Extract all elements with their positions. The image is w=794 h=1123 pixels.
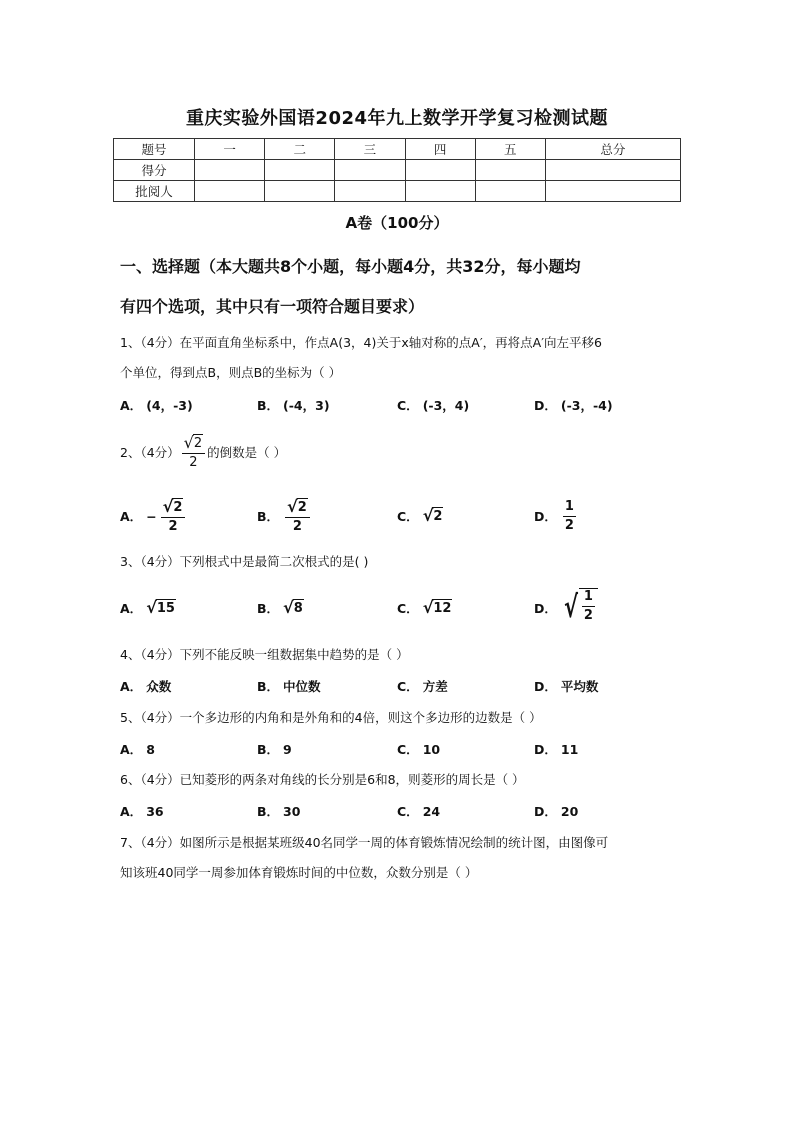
question-7-line: 知该班40同学一周参加体育锻炼时间的中位数，众数分别是（ ）	[120, 865, 478, 880]
option-d[interactable]	[534, 796, 578, 826]
option-label: A．	[120, 679, 143, 694]
option-d[interactable]	[534, 671, 598, 701]
option-label: D．	[534, 398, 557, 413]
denominator: 2	[583, 608, 593, 623]
numerator: 1	[564, 498, 574, 514]
option-d[interactable]	[534, 590, 598, 626]
option-text: (-4，3)	[283, 398, 330, 413]
table-cell[interactable]	[545, 160, 680, 181]
option-text: 方差	[422, 679, 448, 694]
table-cell[interactable]	[195, 160, 265, 181]
question-5-options	[120, 734, 690, 764]
sqrt: √ 15	[146, 598, 175, 617]
table-cell[interactable]	[265, 181, 335, 202]
question-5-line: 5、（4分）一个多边形的内角和是外角和的4倍，则这个多边形的边数是（ ）	[120, 710, 542, 725]
radicand: 2	[433, 509, 443, 524]
option-text: 众数	[146, 679, 172, 694]
table-cell[interactable]	[265, 160, 335, 181]
option-label: B．	[257, 742, 280, 757]
option-label: D．	[534, 679, 557, 694]
option-label: C．	[397, 742, 419, 757]
option-c[interactable]	[397, 671, 448, 701]
option-label: C．	[397, 679, 419, 694]
option-label: A．	[120, 804, 143, 819]
denominator: 2	[189, 454, 198, 470]
option-text: 9	[283, 741, 292, 757]
option-c[interactable]	[397, 500, 443, 532]
table-cell[interactable]	[335, 160, 405, 181]
option-a[interactable]	[120, 590, 176, 626]
denominator: 2	[168, 518, 178, 534]
option-text: 30	[283, 803, 301, 819]
option-text: 20	[560, 803, 579, 819]
option-d[interactable]	[534, 734, 578, 764]
fraction: √ 2 2	[161, 498, 186, 535]
table-cell[interactable]	[405, 160, 475, 181]
option-b[interactable]	[257, 390, 330, 420]
option-a[interactable]	[120, 671, 171, 701]
exam-title: 重庆实验外国语2024年九上数学开学复习检测试题	[185, 108, 609, 129]
option-text: 11	[560, 741, 579, 757]
option-label: A．	[120, 742, 143, 757]
option-d[interactable]	[534, 500, 578, 532]
table-cell: 批阅人	[114, 181, 195, 202]
fraction	[582, 589, 595, 624]
table-cell[interactable]	[405, 181, 475, 202]
option-a[interactable]	[120, 734, 155, 764]
table-cell: 得分	[114, 160, 195, 181]
radicand: 2	[193, 435, 203, 451]
table-cell: 三	[335, 139, 405, 160]
option-c[interactable]	[397, 734, 440, 764]
option-label: B．	[257, 679, 280, 694]
question-2-line	[120, 432, 690, 472]
option-text: (4，-3)	[146, 398, 193, 413]
option-a[interactable]	[120, 496, 187, 534]
option-text: (-3，-4)	[560, 398, 613, 413]
fraction	[563, 499, 576, 534]
option-text: 8	[146, 741, 155, 757]
option-a[interactable]	[120, 796, 164, 826]
question-2-options	[120, 496, 690, 534]
option-b[interactable]	[257, 796, 300, 826]
option-c[interactable]	[397, 390, 469, 420]
question-1-options	[120, 390, 690, 420]
fraction	[182, 434, 205, 471]
option-label: B．	[257, 804, 280, 819]
radicand: 12	[433, 601, 452, 616]
fraction: √ 2 2	[285, 498, 310, 535]
option-label: B．	[257, 398, 280, 413]
option-text: 10	[422, 741, 441, 757]
score-table-row	[114, 160, 681, 181]
numerator: 1	[583, 589, 593, 604]
option-label: D．	[534, 601, 557, 616]
minus-sign: −	[146, 508, 157, 524]
option-label: C．	[397, 804, 419, 819]
option-text: (-3，4)	[422, 398, 470, 413]
option-d[interactable]	[534, 390, 613, 420]
option-label: D．	[534, 804, 557, 819]
option-b[interactable]	[257, 671, 321, 701]
table-cell[interactable]	[335, 181, 405, 202]
question-4-line: 4、（4分）下列不能反映一组数据集中趋势的是（ ）	[120, 647, 409, 662]
radicand: 2	[297, 499, 307, 515]
option-c[interactable]	[397, 590, 452, 626]
option-b[interactable]	[257, 734, 292, 764]
option-b[interactable]	[257, 496, 312, 534]
question-3-options	[120, 590, 690, 626]
table-cell: 五	[475, 139, 545, 160]
option-text: 中位数	[283, 679, 321, 694]
option-label: A．	[120, 509, 143, 524]
option-text: 36	[146, 803, 164, 819]
score-table	[113, 138, 681, 202]
option-label: A．	[120, 398, 143, 413]
radicand: 8	[293, 601, 303, 616]
radicand: 15	[156, 601, 175, 616]
table-cell: 总分	[545, 139, 680, 160]
radicand: 2	[173, 499, 183, 515]
question-suffix: 的倒数是（ ）	[207, 445, 287, 460]
sqrt: √ 8	[283, 598, 303, 617]
option-label: B．	[257, 509, 280, 524]
table-cell: 四	[405, 139, 475, 160]
question-6-line: 6、（4分）已知菱形的两条对角线的长分别是6和8，则菱形的周长是（ ）	[120, 772, 525, 787]
question-1-line: 个单位，得到点B，则点B的坐标为（ ）	[120, 365, 342, 380]
option-label: A．	[120, 601, 143, 616]
sqrt: √ 2	[422, 506, 443, 525]
sqrt: √ $\frac{1}{2}$	[561, 588, 598, 628]
question-6-options	[120, 796, 690, 826]
option-a[interactable]	[120, 390, 193, 420]
question-7-line: 7、（4分）如图所示是根据某班级40名同学一周的体育锻炼情况绘制的统计图，由图像可	[120, 835, 609, 850]
option-label: C．	[397, 509, 419, 524]
option-label: C．	[397, 601, 419, 616]
option-text: 平均数	[560, 679, 599, 694]
option-label: D．	[534, 742, 557, 757]
sqrt: √ 12	[422, 598, 452, 617]
table-cell[interactable]	[475, 160, 545, 181]
option-text: 24	[422, 803, 441, 819]
table-cell: 一	[195, 139, 265, 160]
question-1-line: 1、（4分）在平面直角坐标系中，作点A(3，4)关于x轴对称的点A′，再将点A′向左平移6	[120, 335, 602, 350]
option-label: B．	[257, 601, 280, 616]
question-prefix: 2、（4分）	[120, 445, 180, 460]
table-cell: 题号	[114, 139, 195, 160]
table-cell[interactable]	[195, 181, 265, 202]
section-heading: A卷（100分）	[345, 214, 449, 232]
score-table-row	[114, 181, 681, 202]
table-cell[interactable]	[475, 181, 545, 202]
score-table-header-row	[114, 139, 681, 160]
denominator: 2	[292, 518, 302, 534]
denominator: 2	[564, 517, 574, 533]
table-cell: 二	[265, 139, 335, 160]
question-3-line: 3、（4分）下列根式中是最简二次根式的是( )	[120, 554, 369, 569]
sqrt: √ 2	[183, 432, 203, 452]
question-4-options	[120, 671, 690, 701]
option-b[interactable]	[257, 590, 304, 626]
option-label: D．	[534, 509, 557, 524]
table-cell[interactable]	[545, 181, 680, 202]
part-heading-line: 一、选择题（本大题共8个小题，每小题4分，共32分，每小题均	[120, 257, 581, 276]
option-c[interactable]	[397, 796, 440, 826]
part-heading-line: 有四个选项，其中只有一项符合题目要求）	[120, 297, 425, 316]
option-label: C．	[397, 398, 419, 413]
